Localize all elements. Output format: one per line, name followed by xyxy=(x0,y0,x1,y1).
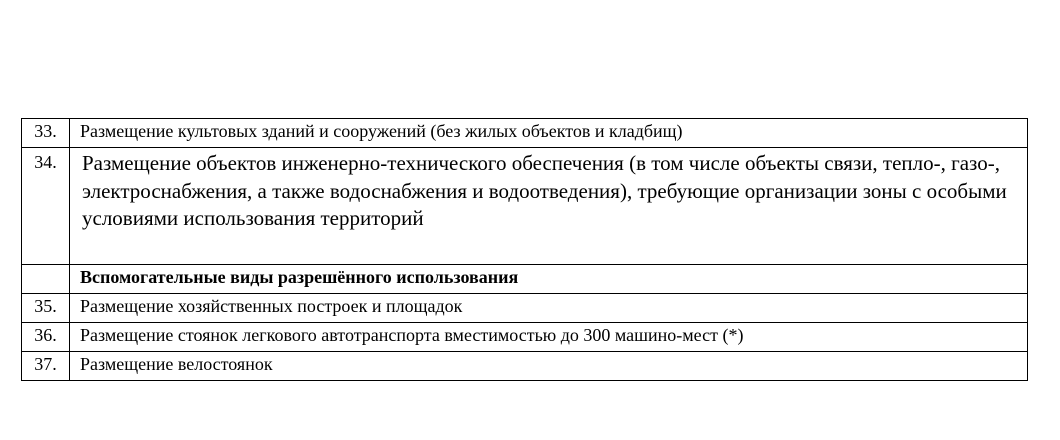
row-number: 33. xyxy=(22,119,70,148)
row-text: Размещение культовых зданий и сооружений (без жилых объектов и кладбищ) xyxy=(70,119,1028,148)
section-heading-row xyxy=(22,265,1028,294)
row-text: Размещение велостоянок xyxy=(70,352,1028,381)
section-heading: Вспомогательные виды разрешённого использования xyxy=(70,265,1028,294)
table-row xyxy=(22,148,1028,265)
row-text: Размещение объектов инженерно-технического обеспечения (в том числе объекты связи, тепло-, газо-, электроснабжения, а также водоснабжения и водоотведения), требующие организации зоны с особыми условиями использования территорий xyxy=(70,148,1028,265)
table-row xyxy=(22,294,1028,323)
row-number: 36. xyxy=(22,323,70,352)
row-number xyxy=(22,265,70,294)
row-number: 35. xyxy=(22,294,70,323)
land-use-table xyxy=(21,118,1028,381)
row-text: Размещение стоянок легкового автотранспорта вместимостью до 300 машино-мест (*) xyxy=(70,323,1028,352)
row-number: 34. xyxy=(22,148,70,265)
table-row xyxy=(22,119,1028,148)
table-row xyxy=(22,352,1028,381)
row-text: Размещение хозяйственных построек и площадок xyxy=(70,294,1028,323)
row-number: 37. xyxy=(22,352,70,381)
table-row xyxy=(22,323,1028,352)
